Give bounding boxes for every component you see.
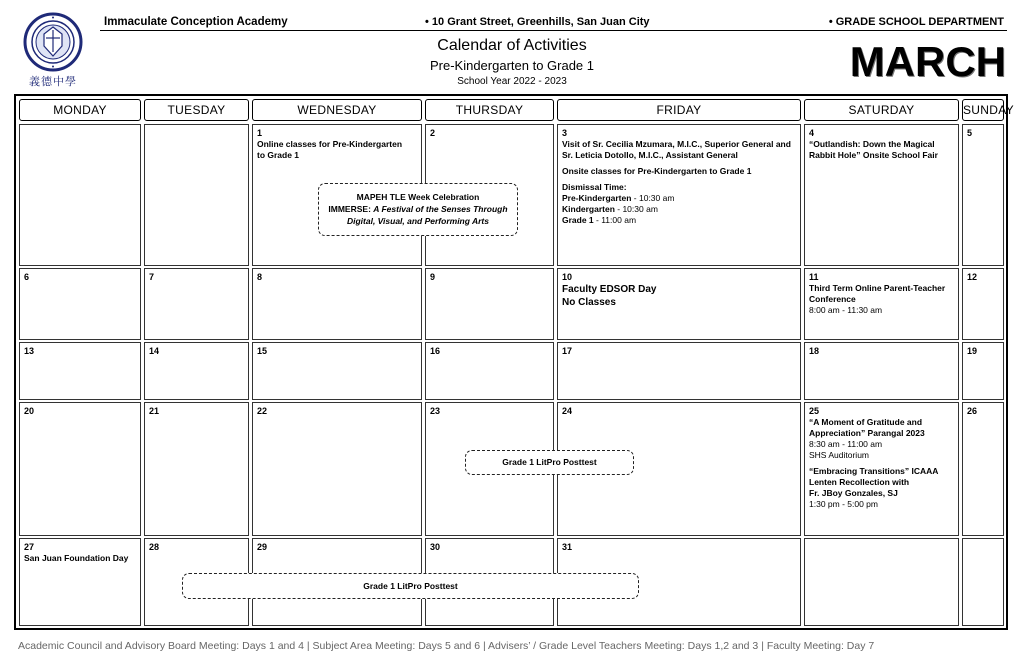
day-cell-10 [557, 268, 801, 340]
page-title: Calendar of Activities [437, 37, 587, 54]
day-cell-25 [804, 402, 959, 536]
day-number: 4 [809, 128, 815, 138]
day-number: 31 [562, 542, 573, 552]
day-cell-13 [19, 342, 141, 400]
event-school-fair: “Outlandish: Down the Magical Rabbit Hole” Onsite School Fair [809, 139, 938, 160]
day-cell-4 [804, 124, 959, 266]
day-number: 26 [967, 406, 978, 416]
school-address: • 10 Grant Street, Greenhills, San Juan City [425, 16, 650, 28]
event-onsite-classes: Onsite classes for Pre-Kindergarten to Grade 1 [562, 166, 752, 176]
day-number: 11 [809, 272, 819, 282]
event-ptc: Third Term Online Parent-Teacher Conference [809, 283, 946, 304]
day-cell-15 [252, 342, 422, 400]
event-ptc-time: 8:00 am - 11:30 am [809, 305, 883, 315]
day-cell-empty [144, 124, 249, 266]
weekday-header-friday: FRIDAY [557, 99, 801, 121]
day-cell-27 [19, 538, 141, 626]
event-recollection: “Embracing Transitions” ICAAA Lenten Recollection with [809, 466, 939, 487]
day-cell-17 [557, 342, 801, 400]
day-cell-26 [962, 402, 1004, 536]
day-number: 18 [809, 346, 820, 356]
day-cell-21 [144, 402, 249, 536]
event-online-classes: Online classes for Pre-Kindergarten to Grade 1 [257, 139, 403, 160]
day-number: 13 [24, 346, 35, 356]
day-cell-11 [804, 268, 959, 340]
day-cell-14 [144, 342, 249, 400]
day-number: 5 [967, 128, 973, 138]
mapeh-line-1: MAPEH TLE Week Celebration [356, 192, 480, 202]
school-name: Immaculate Conception Academy [104, 16, 288, 28]
weekday-header-monday: MONDAY [19, 99, 141, 121]
event-faculty-edsor: Faculty EDSOR Day [562, 284, 657, 295]
page-subtitle: Pre-Kindergarten to Grade 1 [429, 58, 595, 73]
day-number: 6 [24, 272, 30, 282]
day-number: 28 [149, 542, 160, 552]
event-litpro-posttest: Grade 1 LitPro Posttest [182, 573, 639, 599]
dismissal-grade1: Grade 1 - 11:00 am [562, 215, 637, 225]
day-cell-19 [962, 342, 1004, 400]
event-mapeh-tle-week [318, 183, 518, 236]
meetings-footer: Academic Council and Advisory Board Meeting: Days 1 and 4 | Subject Area Meeting: Days 5 and 6 | Advisers’ / Grade Level Teachers Meeting: Days 1,2 and 3 | Faculty Meeting: Day 7 [18, 640, 875, 652]
event-recollection-time: 1:30 pm - 5:00 pm [809, 499, 878, 509]
day-number: 7 [149, 272, 155, 282]
dismissal-prek: Pre-Kindergarten - 10:30 am [562, 193, 675, 203]
day-number: 30 [430, 542, 441, 552]
day-cell-22 [252, 402, 422, 536]
day-cell-8 [252, 268, 422, 340]
event-no-classes: No Classes [562, 297, 616, 308]
day-number: 15 [257, 346, 268, 356]
day-number: 27 [24, 542, 35, 552]
event-parangal-place: SHS Auditorium [809, 450, 869, 460]
day-number: 12 [967, 272, 978, 282]
day-number: 23 [430, 406, 441, 416]
department-name: • GRADE SCHOOL DEPARTMENT [828, 16, 1004, 28]
weekday-header-tuesday: TUESDAY [144, 99, 249, 121]
day-number: 9 [430, 272, 436, 282]
day-cell-6 [19, 268, 141, 340]
day-number: 3 [562, 128, 568, 138]
event-sisters-visit: Visit of Sr. Cecilia Mzumara, M.I.C., Superior General and Sr. Leticia Dotollo, M.I.C., Assistant General [562, 139, 791, 160]
day-number: 8 [257, 272, 263, 282]
day-cell-9 [425, 268, 554, 340]
event-parangal: “A Moment of Gratitude and Appreciation” Parangal 2023 [809, 417, 925, 438]
day-cell-16 [425, 342, 554, 400]
event-san-juan-day: San Juan Foundation Day [24, 553, 129, 563]
day-number: 21 [149, 406, 160, 416]
day-number: 16 [430, 346, 441, 356]
day-number: 17 [562, 346, 573, 356]
day-cell-12 [962, 268, 1004, 340]
calendar-grid [14, 94, 1014, 630]
day-cell-3 [557, 124, 801, 266]
month-title: MARCH [849, 38, 1006, 85]
day-number: 10 [562, 272, 573, 282]
weekday-header-wednesday: WEDNESDAY [252, 99, 422, 121]
day-number: 20 [24, 406, 35, 416]
day-number: 25 [809, 406, 820, 416]
day-number: 22 [257, 406, 268, 416]
day-number: 2 [430, 128, 436, 138]
seal-caption: 義德中學 [29, 75, 77, 88]
day-number: 19 [967, 346, 978, 356]
dismissal-time-label: Dismissal Time: [562, 182, 627, 192]
day-cell-empty [804, 538, 959, 626]
school-year: School Year 2022 - 2023 [457, 76, 567, 87]
day-cell-empty [19, 124, 141, 266]
event-parangal-time: 8:30 am - 11:00 am [809, 439, 883, 449]
day-cell-5 [962, 124, 1004, 266]
weekday-header-saturday: SATURDAY [804, 99, 959, 121]
weekday-header-sunday: SUNDAY [962, 99, 1004, 121]
day-number: 1 [257, 128, 263, 138]
event-litpro-posttest: Grade 1 LitPro Posttest [465, 450, 634, 475]
day-number: 24 [562, 406, 573, 416]
day-number: 14 [149, 346, 160, 356]
mapeh-line-2: IMMERSE: A Festival of the Senses Through [328, 204, 508, 214]
day-cell-empty [962, 538, 1004, 626]
day-cell-20 [19, 402, 141, 536]
weekday-header-thursday: THURSDAY [425, 99, 554, 121]
day-cell-18 [804, 342, 959, 400]
event-recollection-speaker: Fr. JBoy Gonzales, SJ [809, 488, 898, 498]
mapeh-line-3: Digital, Visual, and Performing Arts [346, 216, 489, 226]
day-cell-7 [144, 268, 249, 340]
dismissal-kinder: Kindergarten - 10:30 am [562, 204, 658, 214]
day-number: 29 [257, 542, 268, 552]
